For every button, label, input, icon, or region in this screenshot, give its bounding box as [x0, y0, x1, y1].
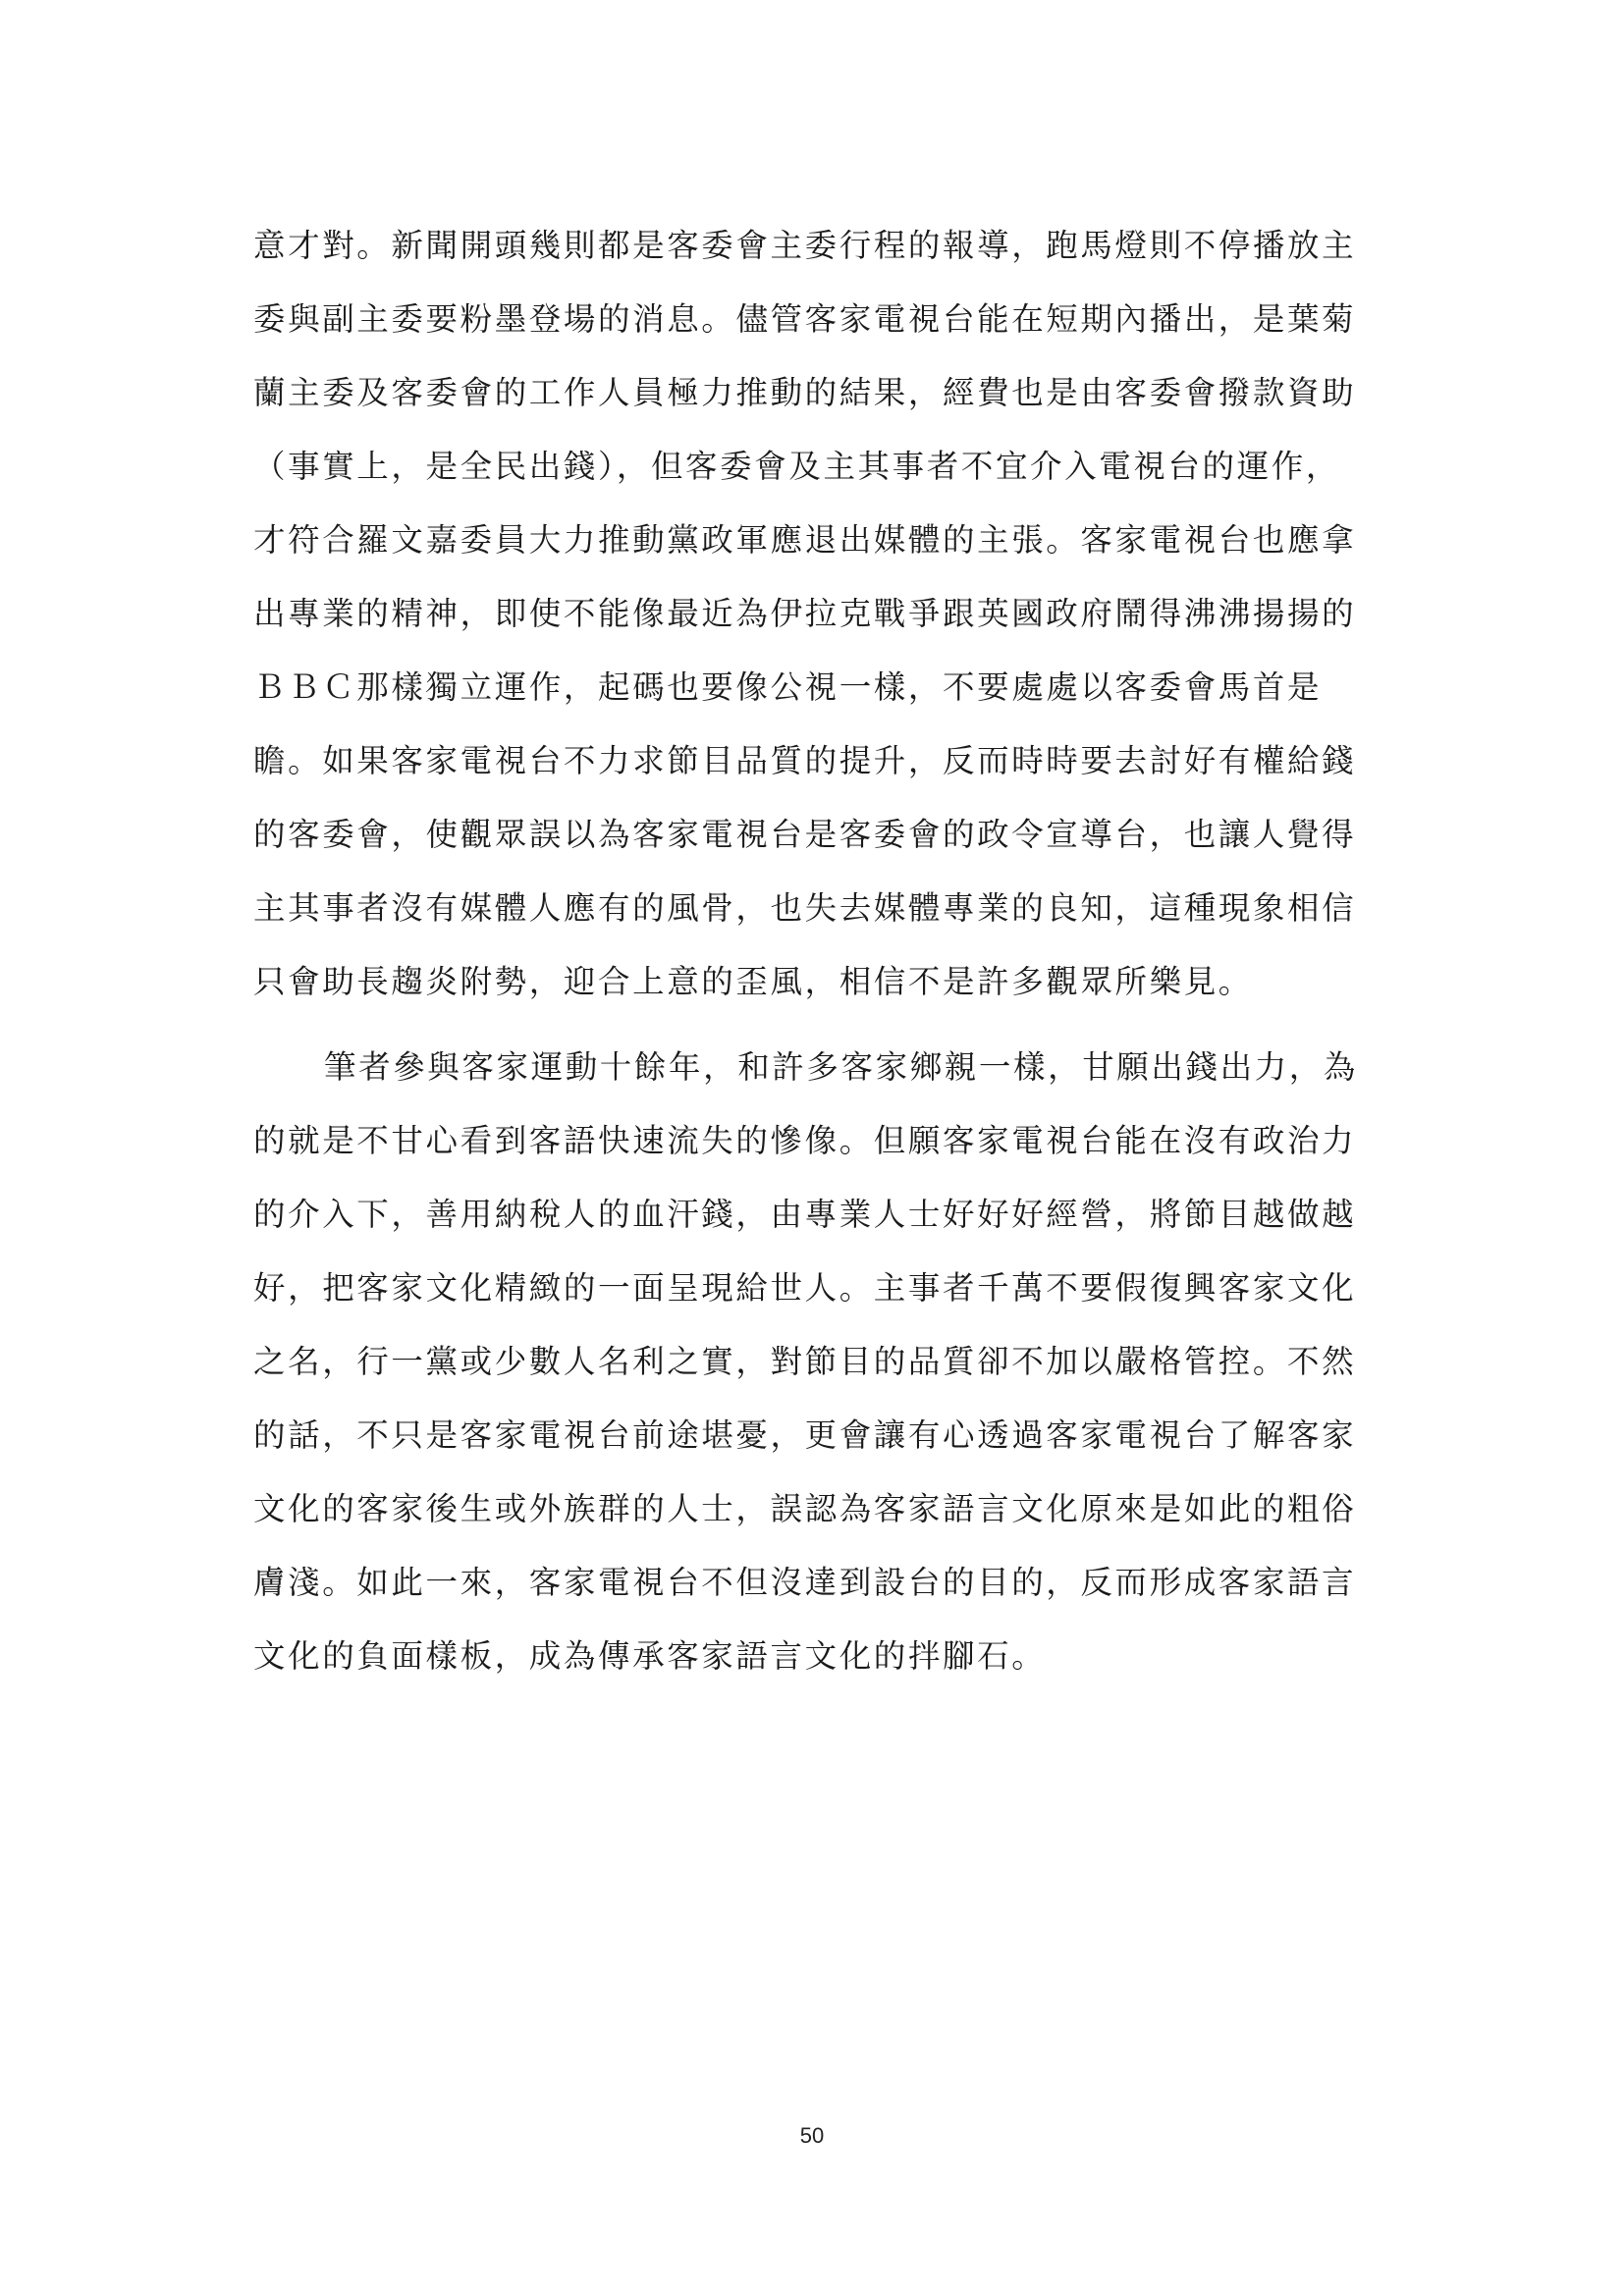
text-line: ＢＢＣ那樣獨立運作，起碼也要像公視一樣，不要處處以客委會馬首是 [253, 668, 1323, 706]
text-line: 才符合羅文嘉委員大力推動黨政軍應退出媒體的主張。客家電視台也應拿 [253, 521, 1357, 559]
text-line: 的話，不只是客家電視台前途堪憂，更會讓有心透過客家電視台了解客家 [253, 1416, 1357, 1454]
text-line: 委與副主委要粉墨登場的消息。儘管客家電視台能在短期內播出，是葉菊 [253, 300, 1357, 338]
text-line: 的介入下，善用納稅人的血汗錢，由專業人士好好好經營，將節目越做越 [253, 1196, 1357, 1233]
text-line: 文化的客家後生或外族群的人士，誤認為客家語言文化原來是如此的粗俗 [253, 1490, 1357, 1527]
text-line: 蘭主委及客委會的工作人員極力推動的結果，經費也是由客委會撥款資助 [253, 374, 1357, 411]
paragraph-spacer [253, 1028, 1382, 1040]
text-line: 瞻。如果客家電視台不力求節目品質的提升，反而時時要去討好有權給錢 [253, 742, 1357, 779]
paragraph-1 [253, 218, 1382, 1028]
body-text [253, 218, 1382, 1702]
text-line: 膚淺。如此一來，客家電視台不但沒達到設台的目的，反而形成客家語言 [253, 1564, 1357, 1601]
page-number: 50 [799, 2123, 825, 2148]
text-line: 的就是不甘心看到客語快速流失的慘像。但願客家電視台能在沒有政治力 [253, 1122, 1357, 1159]
text-line: 之名，行一黨或少數人名利之實，對節目的品質卻不加以嚴格管控。不然 [253, 1343, 1357, 1380]
text-line: 筆者參與客家運動十餘年，和許多客家鄉親一樣，甘願出錢出力，為 [324, 1048, 1359, 1086]
text-line: 的客委會，使觀眾誤以為客家電視台是客委會的政令宣導台，也讓人覺得 [253, 816, 1357, 853]
text-line: 只會助長趨炎附勢，迎合上意的歪風，相信不是許多觀眾所樂見。 [253, 963, 1253, 1000]
text-line: 出專業的精神，即使不能像最近為伊拉克戰爭跟英國政府鬧得沸沸揚揚的 [253, 595, 1357, 632]
text-line: 文化的負面樣板，成為傳承客家語言文化的拌腳石。 [253, 1637, 1047, 1675]
text-line: 主其事者沒有媒體人應有的風骨，也失去媒體專業的良知，這種現象相信 [253, 889, 1357, 927]
text-line: （事實上，是全民出錢），但客委會及主其事者不宜介入電視台的運作， [253, 448, 1340, 485]
paragraph-2 [253, 1040, 1382, 1702]
text-line: 好，把客家文化精緻的一面呈現給世人。主事者千萬不要假復興客家文化 [253, 1269, 1357, 1307]
text-line: 意才對。新聞開頭幾則都是客委會主委行程的報導，跑馬燈則不停播放主 [253, 227, 1357, 264]
